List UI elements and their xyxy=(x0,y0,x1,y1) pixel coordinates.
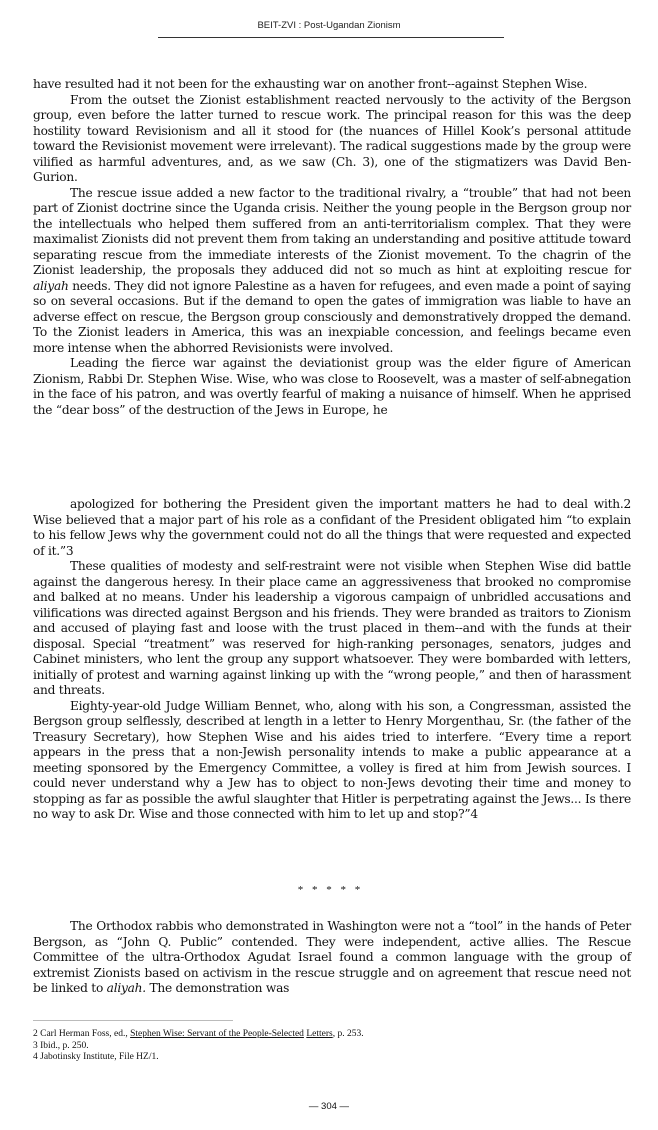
footnote-2: 2 Carl Herman Foss, ed., Stephen Wise: Servant of the People-Selected Letters, p. 253. xyxy=(33,1029,364,1039)
paragraph: Leading the fierce war against the deviationist group was the elder figure of American Zionism, Rabbi Dr. Stephen Wise. Wise, who was close to Roosevelt, was a master of self-abnegation in the face of his patron, and was overtly fearful of making a nuisance of himself. When he apprised the “dear boss” of the destruction of the Jews in Europe, he xyxy=(33,356,631,417)
text-block-bottom xyxy=(33,919,631,997)
paragraph: These qualities of modesty and self-restraint were not visible when Stephen Wise did battle against the dangerous heresy. In their place came an aggressiveness that brooked no compromise and balked at no means. Under his leadership a vigorous campaign of unbridled accusations and vilifications was directed against Bergson and his friends. They were branded as traitors to Zionism and accused of playing fast and loose with the trust placed in them--and with the funds at their disposal. Special “treatment” was reserved for high-ranking personages, senators, judges and Cabinet ministers, who lent the group any support whatsoever. They were bombarded with letters, initially of protest and warning against linking up with the “wrong people,” and then of harassment and threats. xyxy=(33,559,631,697)
running-head: BEIT-ZVI : Post-Ugandan Zionism xyxy=(257,20,401,31)
page-number: — 304 — xyxy=(308,1101,350,1112)
cited-title: Letters xyxy=(306,1029,333,1039)
text-block-middle xyxy=(33,497,631,823)
paragraph: From the outset the Zionist establishment reacted nervously to the activity of the Bergson group, even before the latter turned to rescue work. The principal reason for this was the deep hostility toward Revisionism and all it stood for (the nuances of Hillel Kook’s personal attitude toward the Revisionist movement were irrelevant). The radical suggestions made by the group were vilified as harmful adventures, and, as we saw (Ch. 3), one of the stigmatizers was David Ben-Gurion. xyxy=(33,92,631,184)
italic-term: aliyah xyxy=(33,278,69,293)
paragraph: The Orthodox rabbis who demonstrated in Washington were not a “tool” in the hands of Peter Bergson, as “John Q. Public” contended. They were independent, active allies. The Rescue Committee of the ultra-Orthodox Agudat Israel found a common language with the group of extremist Zionists based on activism in the rescue struggle and on agreement that rescue need not be linked to aliyah. The demonstration was xyxy=(33,919,631,995)
footnote-3: 3 Ibid., p. 250. xyxy=(33,1040,89,1051)
header-rule xyxy=(158,37,504,38)
footnote-rule xyxy=(33,1020,233,1021)
section-break: * * * * * xyxy=(297,884,361,896)
paragraph: Eighty-year-old Judge William Bennet, who, along with his son, a Congressman, assisted the Bergson group selflessly, described at length in a letter to Henry Morgenthau, Sr. (the father of the Treasury Secretary), how Stephen Wise and his aides tried to interfere. “Every time a report appears in the press that a non-Jewish personality intends to make a public appearance at a meeting sponsored by the Emergency Committee, a volley is fired at him from Jewish sources. I could never understand why a Jew has to object to non-Jews devoting their time and money to stopping as far as possible the awful slaughter that Hitler is perpetrating against the Jews... Is there no way to ask Dr. Wise and those connected with him to let up and stop?”4 xyxy=(33,698,631,821)
paragraph: The rescue issue added a new factor to the traditional rivalry, a “trouble” that had not been part of Zionist doctrine since the Uganda crisis. Neither the young people in the Bergson group nor the intellectuals who helped them suffered from an anti-territorialism complex. That they were maximalist Zionists did not prevent them from taking an understanding and positive attitude toward separating rescue from the immediate interests of the Zionist movement. To the chagrin of the Zionist leadership, the proposals they adduced did not so much as hint at exploiting rescue for aliyah needs. They did not ignore Palestine as a haven for refugees, and even made a point of saying so on several occasions. But if the demand to open the gates of immigration was liable to have an adverse effect on rescue, the Bergson group consciously and demonstratively dropped the demand. To the Zionist leaders in America, this was an inexpiable concession, and feelings became even more intense when the abhorred Revisionists were involved. xyxy=(33,185,631,355)
text-block-top xyxy=(33,77,631,418)
paragraph: apologized for bothering the President given the important matters he had to deal with.2 Wise believed that a major part of his role as a confidant of the President obligated him “to explain to his fellow Jews why the government could not do all the things that were requested and expected of it.”3 xyxy=(33,497,631,558)
footnotes xyxy=(33,1029,633,1064)
italic-term: aliyah. xyxy=(106,981,146,995)
paragraph-continued: have resulted had it not been for the exhausting war on another front--against Stephen Wise. xyxy=(33,77,588,91)
footnote-4: 4 Jabotinsky Institute, File HZ/1. xyxy=(33,1052,159,1062)
cited-title: Stephen Wise: Servant of the People-Selected xyxy=(130,1029,304,1039)
